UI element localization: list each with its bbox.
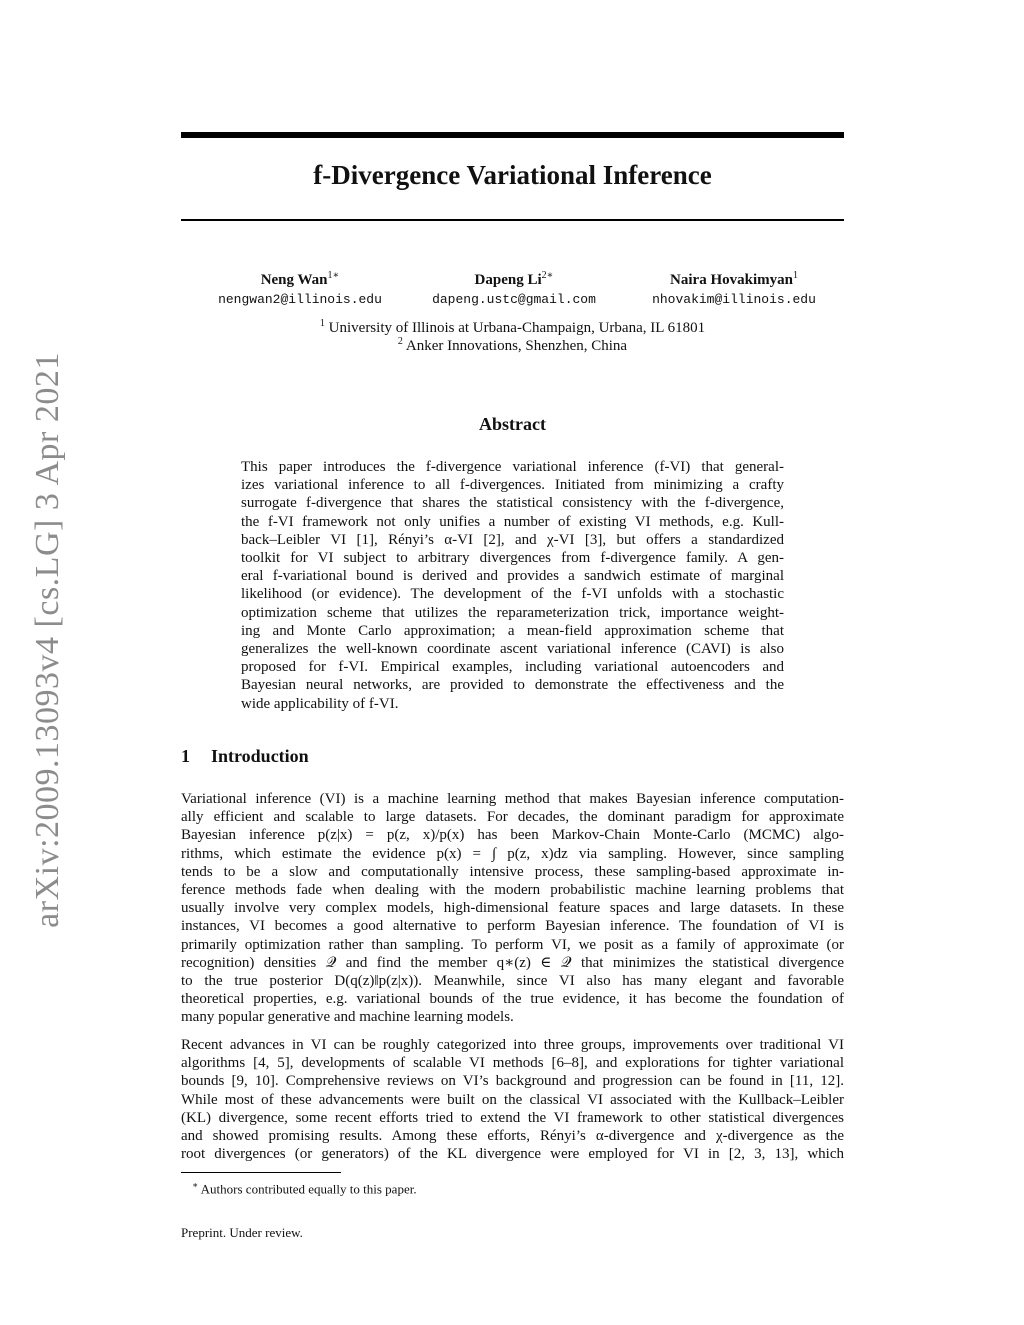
- intro-paragraph-1: [181, 790, 844, 1027]
- author-email[interactable]: dapeng.ustc@gmail.com: [432, 292, 596, 307]
- body-line: Variational inference (VI) is a machine learning method that makes Bayesian inference computation-: [181, 791, 844, 807]
- body-line: ally efficient and scalable to large datasets. For decades, the dominant paradigm for approximate: [181, 809, 844, 826]
- paper-title: f-Divergence Variational Inference: [313, 160, 712, 190]
- title-top-rule: [181, 132, 844, 138]
- author-marks: 1: [792, 270, 798, 281]
- author-name: Dapeng Li: [474, 272, 542, 288]
- author-3: [624, 266, 844, 310]
- body-line: to the true posterior D(q(z)‖p(z|x)). Meanwhile, since VI also has many elegant and favorable: [181, 973, 844, 990]
- body-line: ference methods fade when dealing with the modern probabilistic machine learning problems that: [181, 882, 844, 899]
- body-line: tends to be a slow and computationally intensive process, these sampling-based approximate in-: [181, 863, 844, 880]
- body-line: While most of these advancements were built on the classical VI associated with the Kullback–Leibler: [181, 1091, 844, 1108]
- body-line: primarily optimization rather than sampling. To perform VI, we posit as a family of approximate (or: [181, 936, 844, 953]
- author-name: Neng Wan: [260, 272, 328, 288]
- body-line: rithms, which estimate the evidence p(x) = ∫ p(z, x)dz via sampling. However, since sampling: [181, 845, 844, 862]
- abstract-line: the f-VI framework not only unifies a number of existing VI methods, e.g. Kull-: [241, 513, 784, 530]
- abstract-line: toolkit for VI subject to arbitrary divergences from f-divergence family. A gen-: [241, 550, 784, 567]
- intro-paragraph-2: [181, 1036, 844, 1163]
- author-marks: 1∗: [327, 270, 340, 281]
- affiliation-text: Anker Innovations, Shenzhen, China: [405, 338, 628, 354]
- abstract-line: surrogate f-divergence that shares the statistical consistency with the f-divergence,: [241, 495, 784, 512]
- abstract-line: wide applicability of f-VI.: [241, 695, 399, 712]
- affiliation-2: [181, 332, 844, 356]
- affiliation-text: University of Illinois at Urbana-Champaign, Urbana, IL 61801: [328, 320, 706, 336]
- author-1: [185, 266, 415, 310]
- body-line: recognition) densities 𝒬 and find the member q∗(z) ∈ 𝒬 that minimizes the statistical divergence: [181, 954, 844, 971]
- footnote-rule: [181, 1172, 341, 1173]
- arxiv-identifier: arXiv:2009.13093v4 [cs.LG] 3 Apr 2021: [29, 352, 66, 928]
- body-line: theoretical properties, e.g. variational bounds of the true evidence, it has become the foundation of: [181, 991, 844, 1008]
- abstract-line: proposed for f-VI. Empirical examples, including variational autoencoders and: [241, 659, 784, 676]
- abstract-line: This paper introduces the f-divergence variational inference (f-VI) that general-: [241, 459, 784, 475]
- abstract-line: izes variational inference to all f-divergences. Initiated from minimizing a crafty: [241, 477, 784, 494]
- body-line: Bayesian inference p(z|x) = p(z, x)/p(x) has been Markov-Chain Monte-Carlo (MCMC) algo-: [181, 827, 844, 844]
- author-marks: 2∗: [541, 270, 554, 281]
- body-line: Recent advances in VI can be roughly categorized into three groups, improvements over traditional VI: [181, 1037, 844, 1053]
- footnote-mark: ∗: [192, 1180, 199, 1190]
- affiliation-mark: 2: [397, 336, 403, 347]
- body-line: and showed promising results. Among these efforts, Rényi’s α-divergence and χ-divergence as the: [181, 1128, 844, 1145]
- abstract-line: generalizes the well-known coordinate ascent variational inference (CAVI) is also: [241, 641, 784, 658]
- section-title: Introduction: [211, 746, 309, 766]
- abstract-line: ing and Monte Carlo approximation; a mean-field approximation scheme that: [241, 622, 784, 639]
- title-bottom-rule: [181, 219, 844, 221]
- abstract-line: back–Leibler VI [1], Rényi’s α-VI [2], and χ-VI [3], but offers a standardized: [241, 531, 784, 548]
- body-line: many popular generative and machine learning models.: [181, 1009, 514, 1026]
- body-line: instances, VI becomes a good alternative to perform Bayesian inference. The foundation of VI is: [181, 918, 844, 935]
- body-line: (KL) divergence, some recent efforts tried to extend the VI framework to other statistical divergences: [181, 1109, 844, 1126]
- author-email[interactable]: nhovakim@illinois.edu: [652, 292, 816, 307]
- body-line: algorithms [4, 5], developments of scalable VI methods [6–8], and explorations for tighter variational: [181, 1055, 844, 1072]
- abstract-line: eral f-variational bound is derived and provides a sandwich estimate of marginal: [241, 568, 784, 585]
- abstract-heading: Abstract: [479, 414, 546, 434]
- abstract-line: likelihood (or evidence). The development of the f-VI unfolds with a stochastic: [241, 586, 784, 603]
- body-line: root divergences (or generators) of the KL divergence were employed for VI in [2, 3, 13], which: [181, 1146, 844, 1163]
- body-line: bounds [9, 10]. Comprehensive reviews on VI’s background and progression can be found in [11, 12].: [181, 1073, 844, 1090]
- section-number: 1: [181, 746, 190, 766]
- footnote: [192, 1177, 417, 1197]
- body-line: usually involve very complex models, high-dimensional feature spaces and large datasets. In these: [181, 900, 844, 917]
- abstract-body: [241, 458, 784, 713]
- abstract-line: optimization scheme that utilizes the reparameterization trick, importance weight-: [241, 604, 784, 621]
- author-email[interactable]: nengwan2@illinois.edu: [218, 292, 382, 307]
- abstract-line: Bayesian neural networks, are provided to demonstrate the effectiveness and the: [241, 677, 784, 694]
- section-heading: [181, 746, 309, 767]
- author-name: Naira Hovakimyan: [670, 272, 793, 288]
- footnote-text: Authors contributed equally to this paper.: [200, 1181, 417, 1197]
- preprint-note: Preprint. Under review.: [181, 1225, 303, 1240]
- affiliation-mark: 1: [319, 318, 325, 329]
- author-2: [399, 266, 629, 310]
